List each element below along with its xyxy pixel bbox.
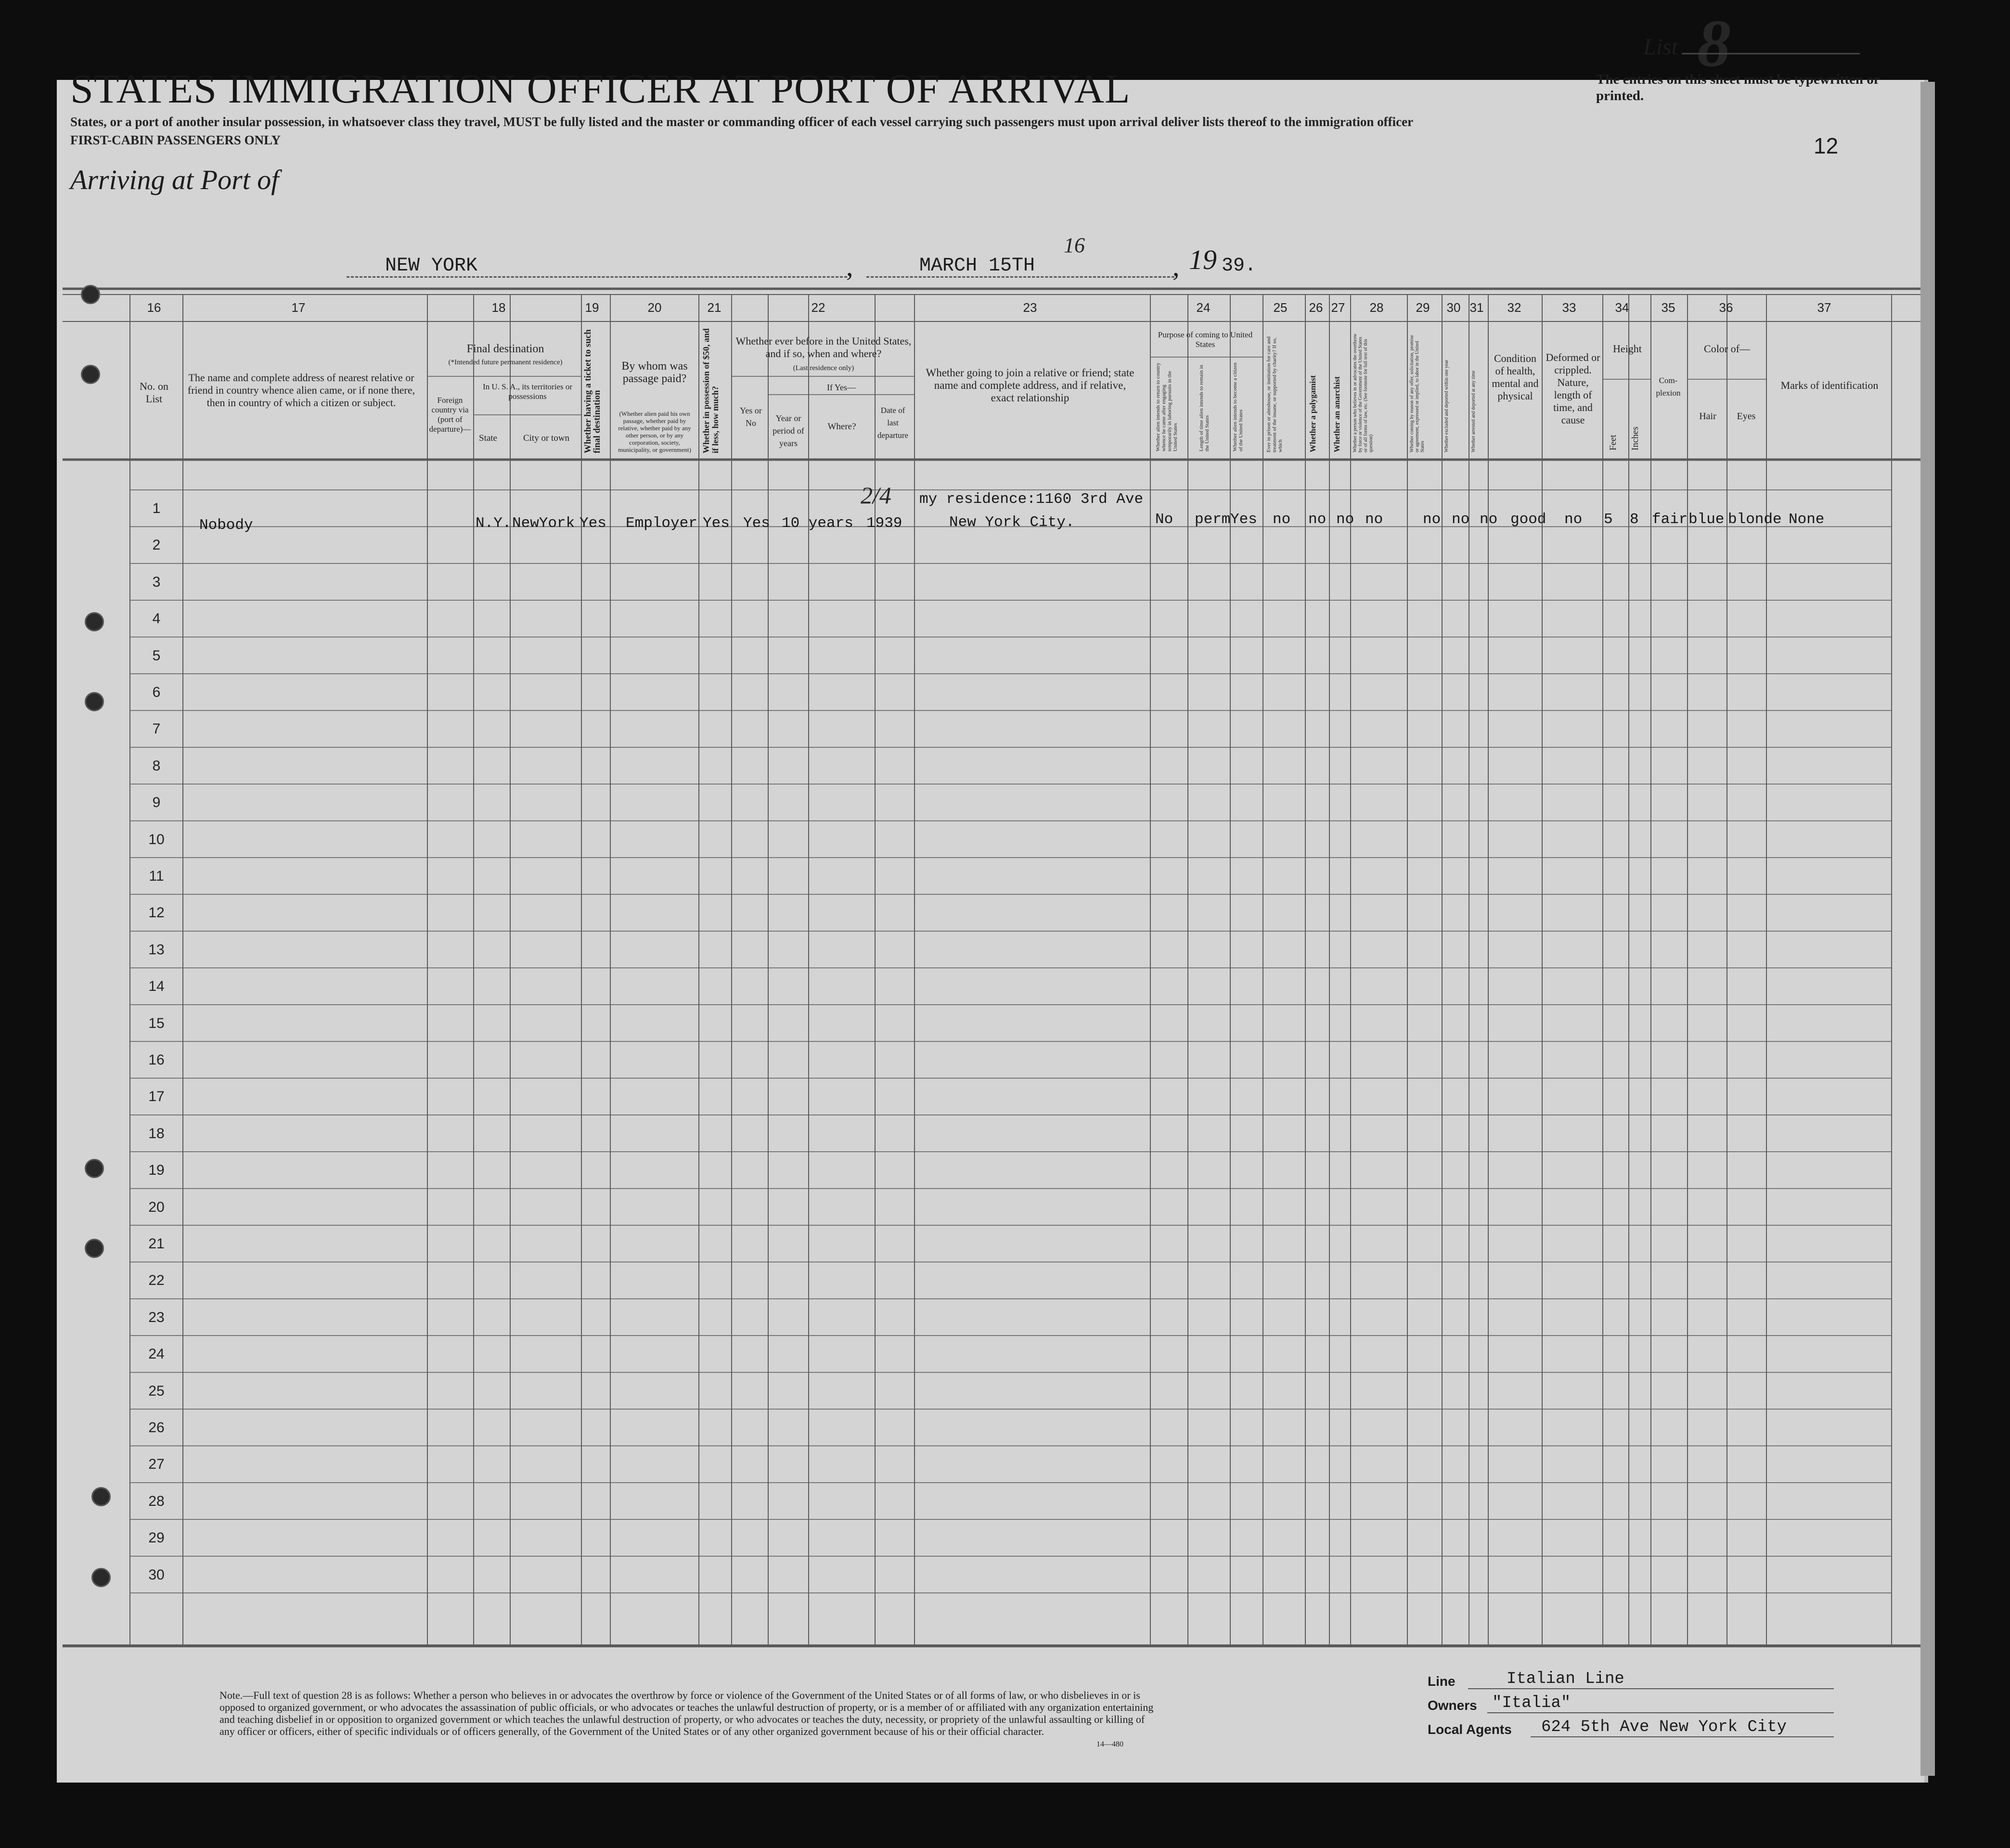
column-number: 29 bbox=[1416, 300, 1430, 315]
header-inches: Inches bbox=[1630, 426, 1640, 450]
line-underline bbox=[1468, 1688, 1834, 1689]
row-number: 17 bbox=[148, 1089, 165, 1105]
row-number: 8 bbox=[152, 757, 161, 774]
entry-q30: no bbox=[1452, 511, 1470, 528]
row-number: 1 bbox=[152, 500, 161, 516]
entry-state: N.Y. bbox=[476, 515, 512, 532]
entry-before-yes: Yes bbox=[743, 515, 770, 532]
entry-prison: no bbox=[1273, 511, 1291, 528]
column-number: 21 bbox=[707, 300, 722, 315]
column-number: 37 bbox=[1817, 300, 1831, 315]
entry-relative-abroad: Nobody bbox=[199, 517, 253, 534]
column-number: 19 bbox=[585, 300, 599, 315]
year-suffix: 39. bbox=[1222, 255, 1257, 277]
column-number: 20 bbox=[647, 300, 662, 315]
entry-anarchist: no bbox=[1336, 511, 1354, 528]
entry-purpose-citizen: Yes bbox=[1230, 511, 1257, 528]
header-deformed: Deformed or crippled. Nature, length of time, and cause bbox=[1546, 351, 1600, 426]
row-number: 18 bbox=[148, 1125, 165, 1142]
header-q30: Whether excluded and deported within one year bbox=[1444, 359, 1449, 452]
header-passage-paid: By whom was passage paid? bbox=[621, 360, 688, 385]
column-number: 22 bbox=[811, 300, 825, 315]
column-number: 26 bbox=[1309, 300, 1323, 315]
entry-q29: no bbox=[1423, 511, 1441, 528]
header-date-departure: Date of last departure bbox=[877, 406, 909, 440]
year-prefix: 19 bbox=[1189, 244, 1217, 275]
class-note: FIRST-CABIN PASSENGERS ONLY bbox=[70, 133, 281, 147]
header-no-on-list: No. on List bbox=[140, 380, 168, 405]
entry-hair: blue bbox=[1688, 511, 1725, 528]
header-foreign-country: Foreign country via (port of departure)— bbox=[429, 396, 471, 434]
column-number: 32 bbox=[1507, 300, 1521, 315]
header-eyes: Eyes bbox=[1737, 411, 1756, 422]
header-final-destination-sub: (*Intended future permanent residence) bbox=[448, 359, 563, 366]
arrival-date: MARCH 15TH bbox=[919, 255, 1035, 277]
form-intro: States, or a port of another insular possession, in whatsoever class they travel, MUST be fully listed and the master or commanding officer of each vessel carrying such passengers must upon arrival deliver lists thereof to the immigration officer bbox=[70, 115, 1414, 129]
binder-hole bbox=[81, 365, 100, 384]
header-q29: Whether coming by reason of any offer, solicitation, promise or agreement, expressed or implied, to labor in the United States bbox=[1409, 335, 1425, 452]
row-number: 5 bbox=[152, 647, 161, 664]
entry-purpose-return: No bbox=[1155, 511, 1173, 528]
binder-hole bbox=[85, 692, 104, 711]
entry-money: Yes bbox=[703, 515, 730, 532]
row-number: 4 bbox=[152, 611, 161, 627]
header-relative-abroad: The name and complete address of nearest relative or friend in country whence alien came, or if none there, then in country of which a citizen or subject. bbox=[187, 372, 415, 409]
column-number: 34 bbox=[1615, 300, 1629, 315]
row-number: 7 bbox=[152, 721, 161, 737]
column-number: 25 bbox=[1273, 300, 1288, 315]
entry-passage-paid: Employer bbox=[626, 515, 697, 532]
row-number: 14 bbox=[148, 978, 165, 995]
row-number: 12 bbox=[148, 905, 165, 921]
binder-hole bbox=[85, 612, 104, 631]
row-number: 3 bbox=[152, 574, 161, 590]
entry-eyes: blonde bbox=[1728, 511, 1782, 528]
row-number: 30 bbox=[148, 1566, 165, 1583]
header-relative-us: Whether going to join a relative or friend; state name and complete address, and if relative, exact relationship bbox=[926, 367, 1134, 404]
entry-relative-us-line2: New York City. bbox=[949, 514, 1075, 531]
comma-2: , bbox=[1172, 251, 1180, 282]
row-number: 29 bbox=[148, 1530, 165, 1546]
header-prison: Ever in prison or almshouse, or institution for care and treatment of the insane, or supported by charity? If so, which bbox=[1266, 336, 1283, 452]
column-number: 36 bbox=[1719, 300, 1733, 315]
header-ticket: Whether having a ticket to such final destination bbox=[583, 329, 602, 453]
header-purpose: Purpose of coming to United States bbox=[1158, 330, 1253, 349]
entry-polygamist: no bbox=[1308, 511, 1327, 528]
row-number: 20 bbox=[148, 1199, 165, 1215]
form-title: STATES IMMIGRATION OFFICER AT PORT OF ARRIVAL bbox=[70, 65, 1131, 112]
row-number: 27 bbox=[148, 1456, 165, 1473]
footnote-question-28: Note.—Full text of question 28 is as follows: Whether a person who believes in or advocates the overthrow by force or violence of the Government of the United States or of all forms of law, or who disbelieves in or is opposed to organized government, or who advocates the assassination of public officials, or who advocates or teaches the unlawful destruction of property, or is a member of or affiliated with any organization entertaining and teaching disbelief in or opposition to organized government or which teaches the unlawful destruction of property, or who advocates or teaches the duty, necessity, or propriety of the unlawful assaulting or killing of any officer or officers, either of specific individuals or of officers generally, of the Government of the United States or of any other organized government because of his or their official character. bbox=[219, 1689, 1154, 1737]
owners-value: "Italia" bbox=[1492, 1694, 1571, 1712]
row-number: 16 bbox=[148, 1052, 165, 1068]
entry-annotation: 2/4 bbox=[861, 482, 891, 509]
header-yes-no: Yes or No bbox=[740, 406, 762, 428]
row-number: 10 bbox=[148, 831, 165, 847]
header-color-of: Color of— bbox=[1704, 343, 1750, 355]
row-number: 19 bbox=[148, 1162, 165, 1179]
entry-q28: no bbox=[1365, 511, 1383, 528]
entry-health: good bbox=[1510, 511, 1546, 528]
header-q31: Whether arrested and deported at any time bbox=[1471, 371, 1476, 452]
entries-note: The entries on this sheet must be typewritten or printed. bbox=[1596, 72, 1880, 103]
header-where: Where? bbox=[827, 422, 856, 432]
column-number: 16 bbox=[147, 300, 161, 315]
header-polygamist: Whether a polygamist bbox=[1308, 375, 1317, 452]
header-passage-paid-sub: (Whether alien paid his own passage, whether paid by relative, whether paid by any other person, or by any corporation, society, municipality, or government) bbox=[618, 410, 691, 453]
header-if-yes: If Yes— bbox=[826, 383, 856, 392]
column-number: 18 bbox=[491, 300, 506, 315]
row-number: 2 bbox=[152, 537, 161, 553]
header-year-period: Year or period of years bbox=[773, 413, 804, 448]
header-q28: Whether a person who believes in or advocates the overthrow by force or violence of the Government of the United States or of all forms of law, etc. (See footnote for full text of this question) bbox=[1353, 334, 1374, 452]
binder-hole bbox=[81, 285, 100, 304]
list-number: 8 bbox=[1697, 6, 1731, 81]
arriving-label: Arriving at Port of bbox=[70, 164, 279, 195]
header-hair: Hair bbox=[1699, 411, 1716, 422]
list-label: List bbox=[1643, 34, 1678, 60]
entry-q31: no bbox=[1480, 511, 1498, 528]
row-number: 24 bbox=[148, 1346, 165, 1362]
header-feet: Feet bbox=[1608, 435, 1618, 450]
header-height: Height bbox=[1613, 343, 1642, 355]
date-correction: 16 bbox=[1064, 233, 1085, 257]
header-final-destination: Final destination bbox=[466, 343, 544, 355]
column-number: 30 bbox=[1446, 300, 1461, 315]
entry-relative-us-line1: my residence:1160 3rd Ave bbox=[919, 491, 1144, 508]
entry-complexion: fair bbox=[1652, 511, 1688, 528]
entry-date-departure: 1939 bbox=[866, 515, 902, 532]
header-health: Condition of health, mental and physical bbox=[1492, 352, 1539, 402]
entry-city: NewYork bbox=[512, 515, 575, 532]
agents-label: Local Agents bbox=[1428, 1722, 1512, 1737]
header-in-usa: In U. S. A., its territories or possessions bbox=[482, 382, 573, 401]
entry-purpose-length: perm bbox=[1195, 511, 1231, 528]
row-number: 26 bbox=[148, 1420, 165, 1436]
owners-underline bbox=[1487, 1712, 1834, 1713]
page-number: 12 bbox=[1814, 133, 1839, 158]
column-number: 31 bbox=[1469, 300, 1484, 315]
port-value: NEW YORK bbox=[385, 255, 478, 277]
entry-years: 10 years bbox=[782, 515, 853, 532]
header-state: State bbox=[479, 433, 497, 443]
agents-underline bbox=[1531, 1736, 1834, 1737]
header-city: City or town bbox=[523, 433, 570, 443]
entry-inches: 8 bbox=[1630, 511, 1639, 528]
binder-hole bbox=[85, 1239, 104, 1258]
entry-marks: None bbox=[1789, 511, 1825, 528]
entry-feet: 5 bbox=[1604, 511, 1613, 528]
header-purpose-return: Whether alien intends to return to country whence he came after engaging temporarily in laboring pursuits in the United States bbox=[1155, 362, 1178, 451]
header-marks: Marks of identification bbox=[1780, 379, 1879, 391]
entry-ticket: Yes bbox=[580, 515, 606, 532]
row-number: 23 bbox=[148, 1309, 165, 1325]
row-number: 9 bbox=[152, 795, 161, 811]
agents-value: 624 5th Ave New York City bbox=[1541, 1718, 1787, 1736]
row-number: 15 bbox=[148, 1015, 165, 1031]
row-number: 6 bbox=[152, 684, 161, 700]
column-number: 27 bbox=[1331, 300, 1345, 315]
header-purpose-citizen: Whether alien intends to become a citizen of the United States bbox=[1232, 362, 1244, 451]
binder-hole bbox=[91, 1487, 111, 1506]
column-number: 23 bbox=[1023, 300, 1037, 315]
header-before-us: Whether ever before in the United States, and if so, when and where? bbox=[735, 335, 912, 359]
column-number: 24 bbox=[1196, 300, 1211, 315]
row-number: 21 bbox=[148, 1236, 165, 1252]
row-number: 25 bbox=[148, 1383, 165, 1399]
owners-label: Owners bbox=[1428, 1698, 1477, 1713]
row-number: 11 bbox=[149, 868, 164, 884]
header-before-us-sub: (Last residence only) bbox=[793, 364, 854, 372]
line-label: Line bbox=[1428, 1674, 1456, 1689]
row-number: 13 bbox=[148, 941, 165, 958]
header-money: Whether in possession of $50, and if less, how much? bbox=[701, 328, 720, 453]
binder-hole bbox=[85, 1159, 104, 1178]
column-number: 17 bbox=[291, 300, 306, 315]
header-complexion: Com-plexion bbox=[1656, 376, 1681, 398]
form-code: 14—480 bbox=[1096, 1740, 1123, 1748]
column-number: 35 bbox=[1661, 300, 1675, 315]
column-number: 33 bbox=[1562, 300, 1576, 315]
column-number: 28 bbox=[1369, 300, 1384, 315]
line-value: Italian Line bbox=[1507, 1670, 1624, 1688]
entry-deformed: no bbox=[1564, 511, 1583, 528]
row-number: 28 bbox=[148, 1493, 165, 1509]
header-anarchist: Whether an anarchist bbox=[1332, 376, 1341, 452]
binder-hole bbox=[91, 1568, 111, 1587]
comma: , bbox=[846, 251, 853, 282]
header-purpose-length: Length of time alien intends to remain in the United States bbox=[1198, 365, 1210, 451]
row-number: 22 bbox=[148, 1272, 165, 1289]
